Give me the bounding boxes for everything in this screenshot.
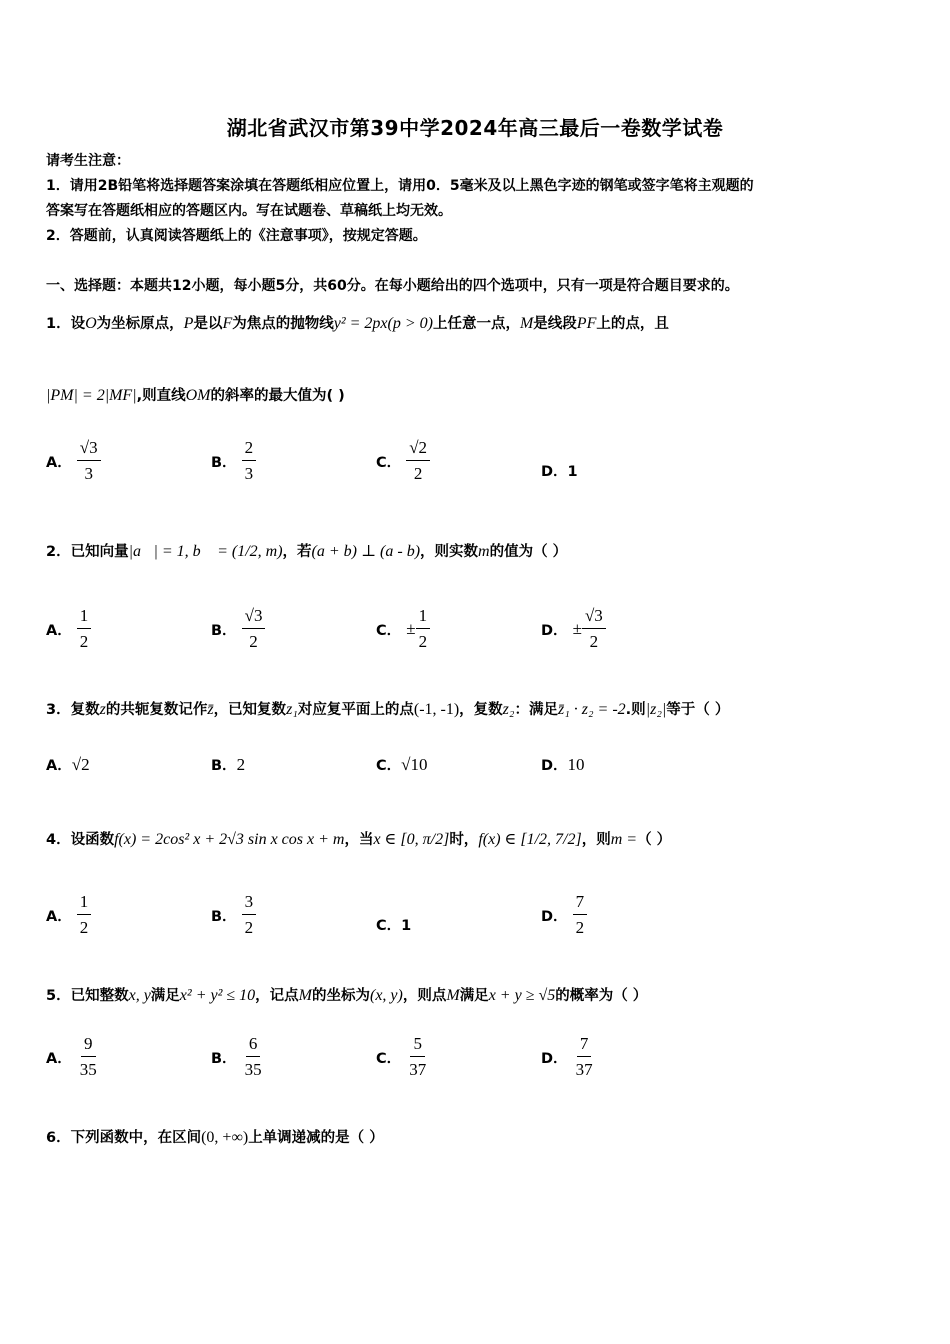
question-1-option-b[interactable]: B． $\frac{2}{3}$ <box>211 438 256 484</box>
question-3-option-a[interactable]: A．√2 <box>46 755 90 774</box>
question-5-option-a[interactable]: A． $\frac{9}{35}$ <box>46 1034 97 1079</box>
question-1-stem-line-2: |PM| = 2|MF|,则直线OM的斜率的最大值为( ) <box>46 387 345 404</box>
question-4-option-b[interactable]: B． $\frac{3}{2}$ <box>211 892 256 938</box>
question-2-option-c[interactable]: C． ± $\frac{1}{2}$ <box>376 606 430 652</box>
question-2-option-a[interactable]: A． $\frac{1}{2}$ <box>46 606 91 652</box>
question-5-stem: 5．已知整数x, y满足x² + y² ≤ 10，记点M的坐标为(x, y)，则点M满足x + y ≥ √5的概率为（ ） <box>46 987 648 1004</box>
question-2-option-b[interactable]: B． $\frac{√3}{2}$ <box>211 606 265 652</box>
parabola-equation: y² = 2px(p > 0) <box>333 315 433 332</box>
exam-title: 湖北省武汉市第39中学2024年高三最后一卷数学试卷 <box>226 116 724 140</box>
question-1-option-d[interactable]: D．1 <box>541 464 578 480</box>
question-1-option-c[interactable]: C． $\frac{√2}{2}$ <box>376 438 430 484</box>
question-3-option-c[interactable]: C．√10 <box>376 755 428 774</box>
question-3-stem: 3．复数z的共轭复数记作z̄，已知复数z₁对应复平面上的点(-1, -1)，复数z₂：满足z̄₁ · z₂ = -2.则|z₂|等于（ ） <box>46 701 730 718</box>
notice-item-2: 2．答题前，认真阅读答题纸上的《注意事项》，按规定答题。 <box>46 228 427 244</box>
question-4-option-c[interactable]: C．1 <box>376 918 412 934</box>
question-5-option-d[interactable]: D． $\frac{7}{37}$ <box>541 1034 593 1079</box>
vector-definition: |a⃗| = 1, b⃗ = (1/2, m) <box>128 543 283 560</box>
question-1-option-a[interactable]: A． $\frac{√3}{3}$ <box>46 438 101 484</box>
question-6-stem: 6．下列函数中，在区间(0, +∞)上单调递减的是（ ） <box>46 1129 384 1146</box>
section-heading: 一、选择题：本题共12小题，每小题5分，共60分。在每小题给出的四个选项中，只有一项是符合题目要求的。 <box>46 278 739 294</box>
question-3-option-d[interactable]: D．10 <box>541 755 585 774</box>
question-4-option-a[interactable]: A． $\frac{1}{2}$ <box>46 892 91 938</box>
notice-heading: 请考生注意： <box>46 153 130 169</box>
question-5-option-c[interactable]: C． $\frac{5}{37}$ <box>376 1034 427 1079</box>
question-4-stem: 4．设函数f(x) = 2cos² x + 2√3 sin x cos x + m，当x ∈ [0, π/2]时，f(x) ∈ [1/2, 7/2]，则m =（ ） <box>46 831 672 848</box>
question-2-option-d[interactable]: D． ± $\frac{√3}{2}$ <box>541 606 606 652</box>
function-definition: f(x) = 2cos² x + 2√3 sin x cos x + m <box>114 831 345 848</box>
notice-item-1-line-1: 1．请用2B铅笔将选择题答案涂填在答题纸相应位置上，请用0．5毫米及以上黑色字迹的钢笔或签字笔将主观题的 <box>46 178 754 194</box>
question-1-stem-line-1: 1．设O为坐标原点，P是以F为焦点的抛物线y² = 2px(p > 0)上任意一点，M是线段PF上的点，且 <box>46 315 669 332</box>
question-2-stem: 2．已知向量|a⃗| = 1, b⃗ = (1/2, m)，若(a + b) ⊥ (a - b)，则实数m的值为（ ） <box>46 543 568 560</box>
notice-item-1-line-2: 答案写在答题纸相应的答题区内。写在试题卷、草稿纸上均无效。 <box>46 203 452 219</box>
question-4-option-d[interactable]: D． $\frac{7}{2}$ <box>541 892 587 938</box>
question-5-option-b[interactable]: B． $\frac{6}{35}$ <box>211 1034 262 1079</box>
question-3-option-b[interactable]: B．2 <box>211 755 246 774</box>
